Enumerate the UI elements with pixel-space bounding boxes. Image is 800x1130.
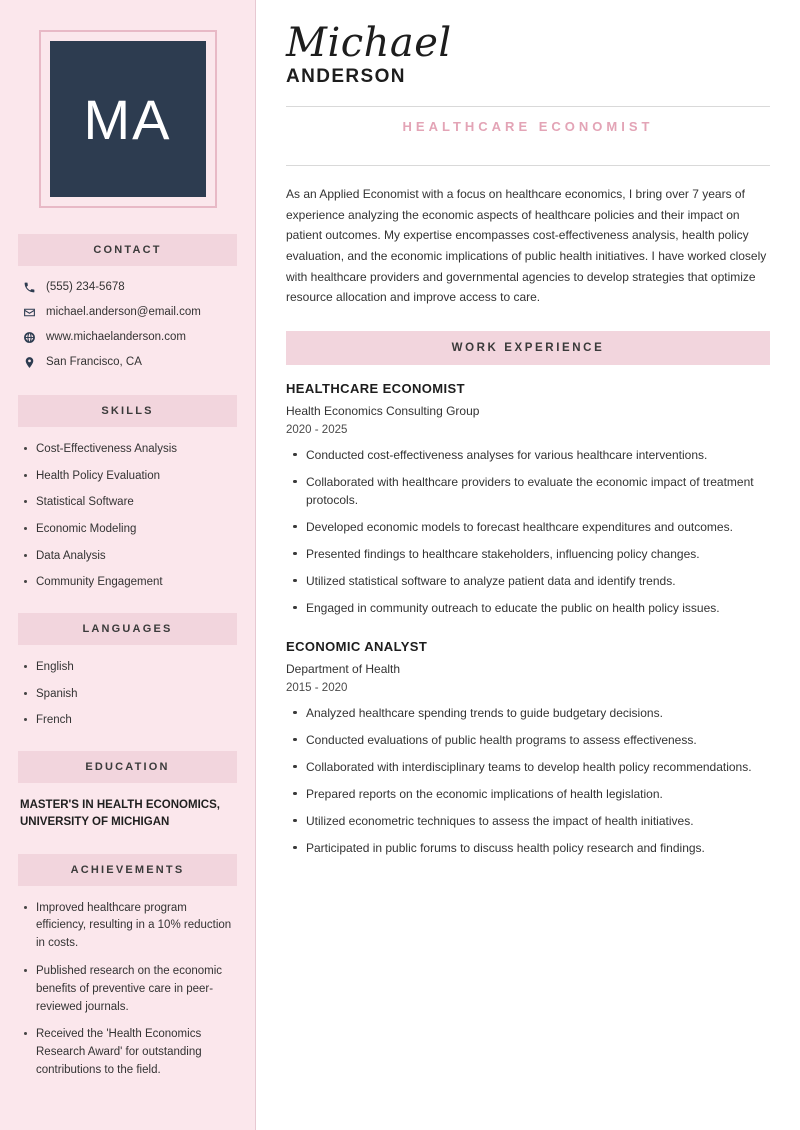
skills-list: [18, 441, 237, 591]
contact-list: [18, 280, 237, 369]
location-pin-icon: [22, 355, 36, 369]
list-item: Cost-Effectiveness Analysis: [36, 441, 237, 458]
divider-bottom: [286, 165, 770, 166]
monogram-frame: [39, 30, 217, 208]
contact-item-phone: [22, 280, 237, 294]
list-item: Collaborated with interdisciplinary teams to develop health policy recommendations.: [306, 758, 770, 776]
section-heading-work-experience: WORK EXPERIENCE: [286, 331, 770, 365]
contact-item-email: [22, 305, 237, 319]
globe-icon: [22, 330, 36, 344]
section-heading-languages: LANGUAGES: [18, 613, 237, 645]
list-item: English: [36, 659, 237, 676]
job-title: ECONOMIC ANALYST: [286, 638, 428, 654]
education-entry: MASTER'S IN HEALTH ECONOMICS, UNIVERSITY OF MICHIGAN: [20, 799, 220, 829]
last-name: ANDERSON: [286, 66, 406, 87]
job-entry: [286, 639, 770, 857]
list-item: Engaged in community outreach to educate the public on health policy issues.: [306, 599, 770, 617]
phone-icon: [22, 280, 36, 294]
list-item: Developed economic models to forecast healthcare expenditures and outcomes.: [306, 518, 770, 536]
section-heading-contact: CONTACT: [18, 234, 237, 266]
first-name: Michael: [286, 20, 452, 66]
job-bullet-list: [286, 704, 770, 857]
contact-item-location: [22, 355, 237, 369]
monogram-initials: MA: [50, 41, 206, 197]
list-item: Spanish: [36, 686, 237, 703]
list-item: Conducted cost-effectiveness analyses for various healthcare interventions.: [306, 446, 770, 464]
job-entry: [286, 381, 770, 617]
job-title: HEALTHCARE ECONOMIST: [286, 380, 465, 396]
section-heading-education: EDUCATION: [18, 751, 237, 783]
list-item: Improved healthcare program efficiency, resulting in a 10% reduction in costs.: [36, 900, 237, 953]
job-bullet-list: [286, 446, 770, 617]
list-item: Conducted evaluations of public health programs to assess effectiveness.: [306, 731, 770, 749]
list-item: Prepared reports on the economic implications of health legislation.: [306, 785, 770, 803]
contact-text-location: San Francisco, CA: [46, 356, 142, 368]
section-heading-achievements: ACHIEVEMENTS: [18, 854, 237, 886]
list-item: Published research on the economic benefits of preventive care in peer-reviewed journals.: [36, 963, 237, 1016]
sidebar: [0, 0, 256, 1130]
list-item: Utilized statistical software to analyze patient data and identify trends.: [306, 572, 770, 590]
professional-summary: As an Applied Economist with a focus on healthcare economics, I bring over 7 years of experience analyzing the economic aspects of healthcare policies and their impact on patient outcomes. My expertise encompasses cost-effectiveness analysis, health policy evaluation, and the economic implications of public health initiatives. I have worked closely with healthcare providers and governmental agencies to develop strategies that optimize resource allocation and improve access to care.: [286, 187, 767, 305]
list-item: Health Policy Evaluation: [36, 468, 237, 485]
job-dates: 2015 - 2020: [286, 681, 348, 694]
profession-title: HEALTHCARE ECONOMIST: [402, 119, 654, 134]
contact-text-phone: (555) 234-5678: [46, 281, 125, 293]
list-item: Community Engagement: [36, 574, 237, 591]
page-title: [286, 22, 770, 88]
list-item: Statistical Software: [36, 494, 237, 511]
list-item: Economic Modeling: [36, 521, 237, 538]
list-item: Received the 'Health Economics Research Award' for outstanding contributions to the field.: [36, 1026, 237, 1079]
contact-text-website: www.michaelanderson.com: [46, 331, 186, 343]
contact-item-website: [22, 330, 237, 344]
list-item: Collaborated with healthcare providers to evaluate the economic impact of treatment protocols.: [306, 473, 770, 509]
section-heading-skills: SKILLS: [18, 395, 237, 427]
list-item: Analyzed healthcare spending trends to guide budgetary decisions.: [306, 704, 770, 722]
contact-text-email: michael.anderson@email.com: [46, 306, 201, 318]
list-item: Presented findings to healthcare stakeholders, influencing policy changes.: [306, 545, 770, 563]
main-content: [256, 0, 800, 1130]
job-company: Health Economics Consulting Group: [286, 403, 480, 418]
job-dates: 2020 - 2025: [286, 423, 348, 436]
list-item: Participated in public forums to discuss health policy research and findings.: [306, 839, 770, 857]
achievements-list: [18, 900, 237, 1080]
list-item: Utilized econometric techniques to assess the impact of health initiatives.: [306, 812, 770, 830]
job-company: Department of Health: [286, 661, 401, 676]
list-item: French: [36, 712, 237, 729]
list-item: Data Analysis: [36, 548, 237, 565]
languages-list: [18, 659, 237, 729]
envelope-icon: [22, 305, 36, 319]
